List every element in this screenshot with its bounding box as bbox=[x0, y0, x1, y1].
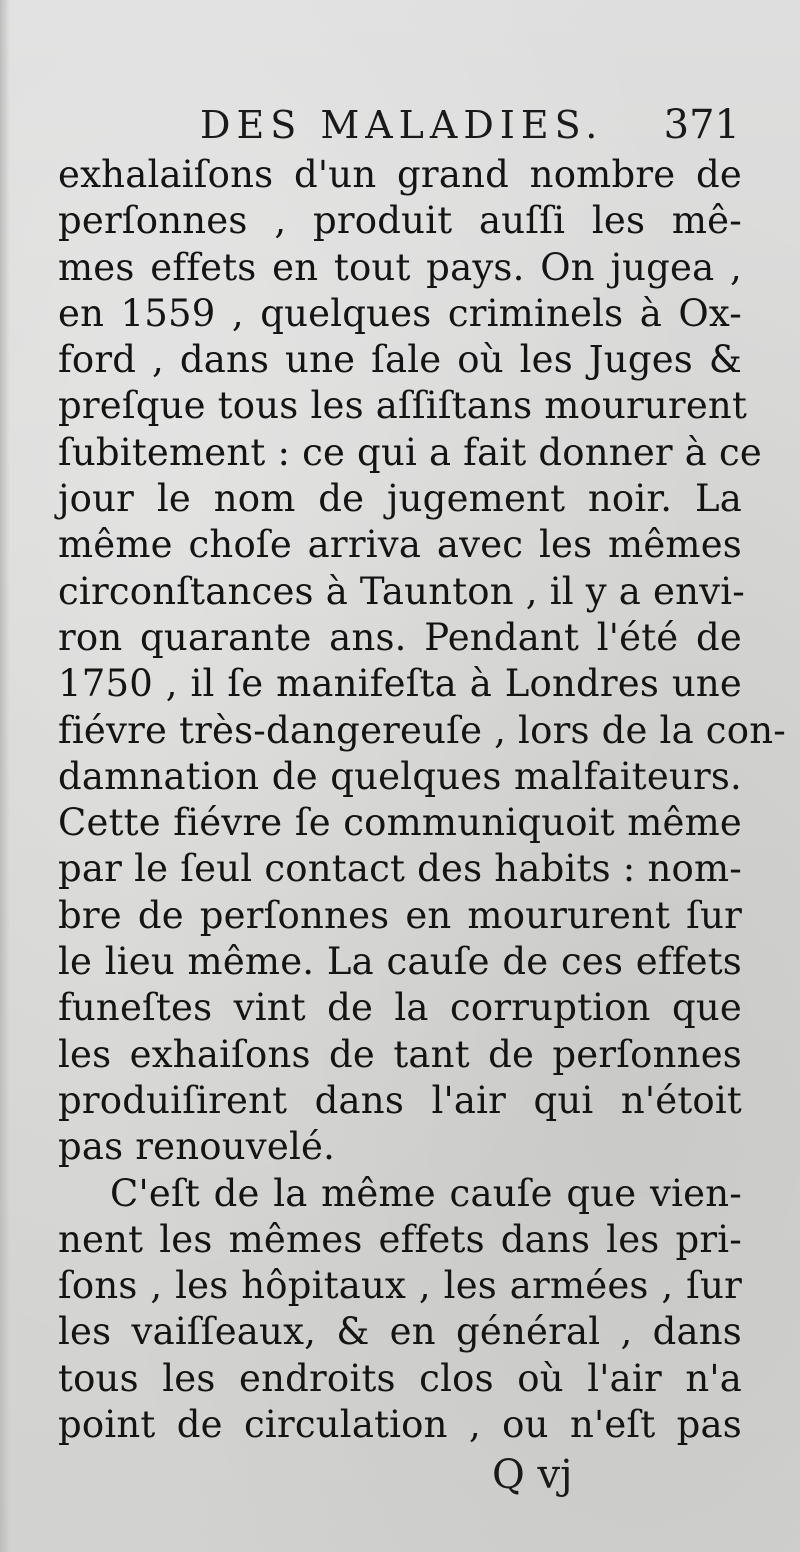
paragraph-start-line: C'eſt de la même cauſe que vien- bbox=[110, 1171, 742, 1215]
text-line: circonſtances à Taunton , il y a envi- bbox=[58, 569, 745, 613]
text-line: perſonnes , produit auſſi les mê- bbox=[58, 199, 742, 243]
text-line: ſubitement : ce qui a fait donner à ce bbox=[58, 430, 763, 474]
text-line: mes effets en tout pays. On jugea , bbox=[58, 245, 742, 289]
text-line: jour le nom de jugement noir. La bbox=[58, 477, 742, 521]
text-line: produiſirent dans l'air qui n'étoit bbox=[58, 1078, 742, 1122]
text-line: tous les endroits clos où l'air n'a bbox=[58, 1356, 742, 1400]
signature-mark: Q vj bbox=[492, 1452, 573, 1498]
text-line: point de circulation , ou n'eſt pas bbox=[58, 1403, 742, 1447]
text-line: en 1559 , quelques criminels à Ox- bbox=[58, 291, 742, 335]
running-head bbox=[0, 100, 800, 150]
text-line: damnation de quelques malfaiteurs. bbox=[58, 754, 742, 798]
text-line: ford , dans une ſale où les Juges & bbox=[58, 338, 742, 382]
text-line: preſque tous les aſſiſtans moururent bbox=[58, 384, 748, 428]
text-line: le lieu même. La cauſe de ces effets bbox=[58, 940, 742, 984]
running-head-title: DES MALADIES. bbox=[200, 103, 604, 147]
text-line: ron quarante ans. Pendant l'été de bbox=[58, 615, 742, 659]
body-text bbox=[58, 152, 786, 1448]
text-line: Cette fiévre ſe communiquoit même bbox=[58, 801, 742, 845]
text-line: ſons , les hôpitaux , les armées , ſur bbox=[58, 1264, 742, 1308]
text-line: bre de perſonnes en moururent ſur bbox=[58, 893, 742, 937]
paragraph-end-line: pas renouvelé. bbox=[58, 1125, 336, 1169]
text-line: les exhaiſons de tant de perſonnes bbox=[58, 1032, 742, 1076]
text-line: 1750 , il ſe manifeſta à Londres une bbox=[58, 662, 742, 706]
page-number: 371 bbox=[663, 102, 740, 148]
text-line: fiévre très-dangereuſe , lors de la con- bbox=[58, 708, 786, 752]
text-line: exhalaiſons d'un grand nombre de bbox=[58, 153, 742, 196]
page-edge-shadow bbox=[0, 0, 10, 1552]
text-line: funeſtes vint de la corruption que bbox=[58, 986, 742, 1030]
text-line: les vaiſſeaux, & en général , dans bbox=[58, 1310, 742, 1354]
text-line: par le ſeul contact des habits : nom- bbox=[58, 847, 742, 891]
text-line: même choſe arriva avec les mêmes bbox=[58, 523, 742, 567]
text-line: nent les mêmes effets dans les pri- bbox=[58, 1217, 742, 1261]
